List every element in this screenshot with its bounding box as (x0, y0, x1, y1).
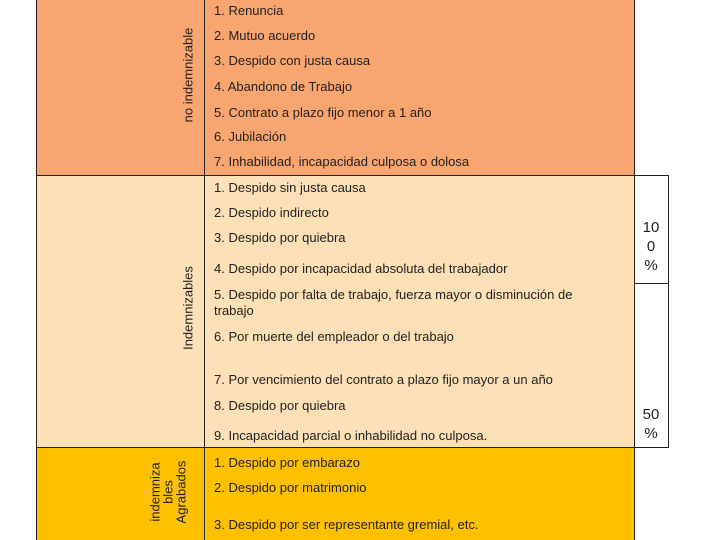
percent-column-right-border (668, 175, 669, 447)
label-column-divider (204, 0, 205, 540)
list-item: 6. Por muerte del empleador o del trabajo (214, 329, 454, 344)
list-item: 6. Jubilación (214, 129, 287, 144)
list-item: 3. Despido con justa causa (214, 53, 371, 68)
list-item: 5. Contrato a plazo fijo menor a 1 año (214, 105, 432, 120)
section-label-no-indemnizable: no indemnizable (180, 27, 196, 123)
list-item: 4. Despido por incapacidad absoluta del trabajador (214, 261, 508, 276)
table-left-border (36, 0, 37, 540)
list-item: 2. Mutuo acuerdo (214, 28, 316, 43)
list-item: 7. Por vencimiento del contrato a plazo fijo mayor a un año (214, 372, 553, 387)
list-item: 4. Abandono de Trabajo (214, 79, 353, 94)
list-item: 9. Incapacidad parcial o inhabilidad no culposa. (214, 428, 488, 443)
list-item: 5. Despido por falta de trabajo, fuerza mayor o disminución de trabajo (214, 287, 573, 318)
list-item: 1. Renuncia (214, 3, 284, 18)
percent-cell-divider (634, 283, 669, 284)
list-item: 8. Despido por quiebra (214, 398, 346, 413)
list-item: 3. Despido por quiebra (214, 230, 346, 245)
percent-100-label: 10 0 % (642, 219, 660, 274)
list-item: 1. Despido sin justa causa (214, 180, 366, 195)
section-label-indemnizables: Indemnizables (180, 266, 196, 350)
list-item: 7. Inhabilidad, incapacidad culposa o dolosa (214, 154, 470, 169)
list-item: 2. Despido por matrimonio (214, 480, 367, 495)
percent-50-label: 50 % (642, 406, 660, 442)
list-item: 2. Despido indirecto (214, 205, 329, 220)
items-column-right-border (634, 0, 635, 540)
section-divider-bottom (36, 447, 669, 448)
list-item: 3. Despido por ser representante gremial, etc. (214, 517, 479, 532)
section-divider-top (36, 175, 669, 176)
section-label-agravados: indemniza bles Agrabados (147, 460, 189, 524)
list-item: 1. Despido por embarazo (214, 455, 360, 470)
